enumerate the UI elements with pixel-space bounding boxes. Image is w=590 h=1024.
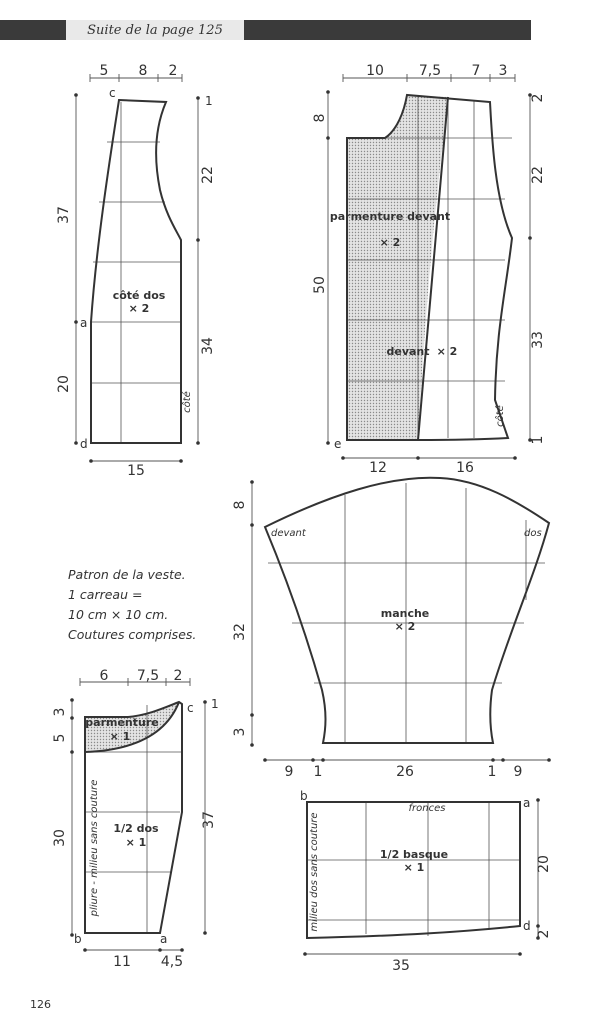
dim-bottom: 9 bbox=[284, 764, 294, 780]
dim-right-small: 1 bbox=[530, 435, 546, 445]
caption-line: 10 cm × 10 cm. bbox=[68, 607, 169, 622]
point-a: a bbox=[523, 796, 531, 810]
dim-right-mid: 22 bbox=[530, 166, 546, 184]
facing-label: parmenture bbox=[85, 716, 159, 729]
dim-bottom: 11 bbox=[113, 954, 131, 970]
dim-top: 7 bbox=[471, 63, 481, 79]
piece-count: × 2 bbox=[436, 345, 458, 358]
piece-label: devant bbox=[386, 345, 430, 358]
caption-line: Patron de la veste. bbox=[68, 567, 186, 582]
dim-top: 10 bbox=[366, 63, 384, 79]
dim-left-top: 8 bbox=[312, 113, 328, 123]
dim-left-main: 50 bbox=[312, 276, 328, 294]
dim-left-top: 8 bbox=[232, 500, 248, 510]
dim-top: 5 bbox=[99, 63, 109, 79]
front-label: devant bbox=[271, 528, 306, 539]
dim-right-bottom: 33 bbox=[530, 331, 546, 349]
piece-label: manche bbox=[380, 607, 430, 620]
piece-demi-basque bbox=[300, 789, 552, 974]
back-label: dos bbox=[524, 528, 542, 539]
dim-top: 2 bbox=[168, 63, 178, 79]
dim-bottom: 26 bbox=[396, 764, 414, 780]
piece-label: 1/2 basque bbox=[379, 848, 449, 861]
dim-left-top: 3 bbox=[52, 707, 68, 717]
piece-count: × 1 bbox=[403, 861, 425, 874]
point-a: a bbox=[160, 932, 168, 946]
point-e: e bbox=[334, 437, 342, 451]
dim-left-top: 37 bbox=[56, 206, 72, 224]
dim-top: 7,5 bbox=[136, 668, 160, 684]
point-d: d bbox=[523, 919, 531, 933]
dim-bottom: 1 bbox=[487, 764, 497, 780]
dim-top: 3 bbox=[498, 63, 508, 79]
dim-top: 7,5 bbox=[418, 63, 442, 79]
dim-bottom: 16 bbox=[456, 460, 474, 476]
caption-line: Coutures comprises. bbox=[68, 627, 197, 642]
dim-bottom: 4,5 bbox=[160, 954, 184, 970]
dim-left-mid: 5 bbox=[52, 733, 68, 743]
dim-bottom: 15 bbox=[127, 463, 145, 479]
dim-bottom: 9 bbox=[513, 764, 523, 780]
piece-count: × 2 bbox=[394, 620, 416, 633]
dim-right-small: 1 bbox=[211, 697, 219, 711]
point-d: d bbox=[80, 437, 88, 451]
dim-top: 2 bbox=[173, 668, 183, 684]
piece-demi-dos bbox=[52, 668, 219, 970]
piece-count: × 1 bbox=[125, 836, 147, 849]
dim-right-small: 1 bbox=[205, 94, 213, 108]
piece-label: 1/2 dos bbox=[113, 822, 159, 835]
piece-manche bbox=[232, 478, 551, 780]
point-c: c bbox=[187, 701, 194, 715]
page-continuation-title: Suite de la page 125 bbox=[66, 20, 244, 40]
dim-right-top: 2 bbox=[530, 93, 546, 103]
piece-label: côté dos bbox=[112, 289, 166, 302]
piece-count: × 2 bbox=[128, 302, 150, 315]
caption-line: 1 carreau = bbox=[68, 587, 143, 602]
dim-right-main: 20 bbox=[536, 855, 552, 873]
side-label: côté bbox=[495, 405, 506, 427]
dim-top: 6 bbox=[99, 668, 109, 684]
dim-bottom: 1 bbox=[313, 764, 323, 780]
point-a: a bbox=[80, 316, 88, 330]
fold-label: milieu dos sans couture bbox=[309, 812, 320, 932]
dim-right-main: 37 bbox=[201, 811, 217, 829]
facing-label: parmenture devant bbox=[329, 210, 451, 223]
page-number: 126 bbox=[30, 998, 51, 1011]
gather-label: fronces bbox=[408, 803, 446, 814]
piece-devant bbox=[312, 63, 546, 476]
fold-label: pliure - milieu sans couture bbox=[89, 779, 100, 917]
dim-right-top: 22 bbox=[200, 166, 216, 184]
dim-bottom: 12 bbox=[369, 460, 387, 476]
dim-top: 8 bbox=[138, 63, 148, 79]
facing-count: × 1 bbox=[109, 730, 131, 743]
point-b: b bbox=[74, 932, 82, 946]
dim-left-bottom: 20 bbox=[56, 375, 72, 393]
dim-left-main: 32 bbox=[232, 623, 248, 641]
facing-count: × 2 bbox=[379, 236, 401, 249]
piece-cote-dos bbox=[56, 63, 216, 479]
point-c: c bbox=[109, 86, 116, 100]
dim-left-main: 30 bbox=[52, 829, 68, 847]
side-label: côté bbox=[182, 391, 193, 413]
dim-left-bottom: 3 bbox=[232, 727, 248, 737]
dim-right-small: 2 bbox=[536, 929, 552, 939]
dim-bottom: 35 bbox=[392, 958, 410, 974]
dim-right-bottom: 34 bbox=[200, 337, 216, 355]
point-b: b bbox=[300, 789, 308, 803]
